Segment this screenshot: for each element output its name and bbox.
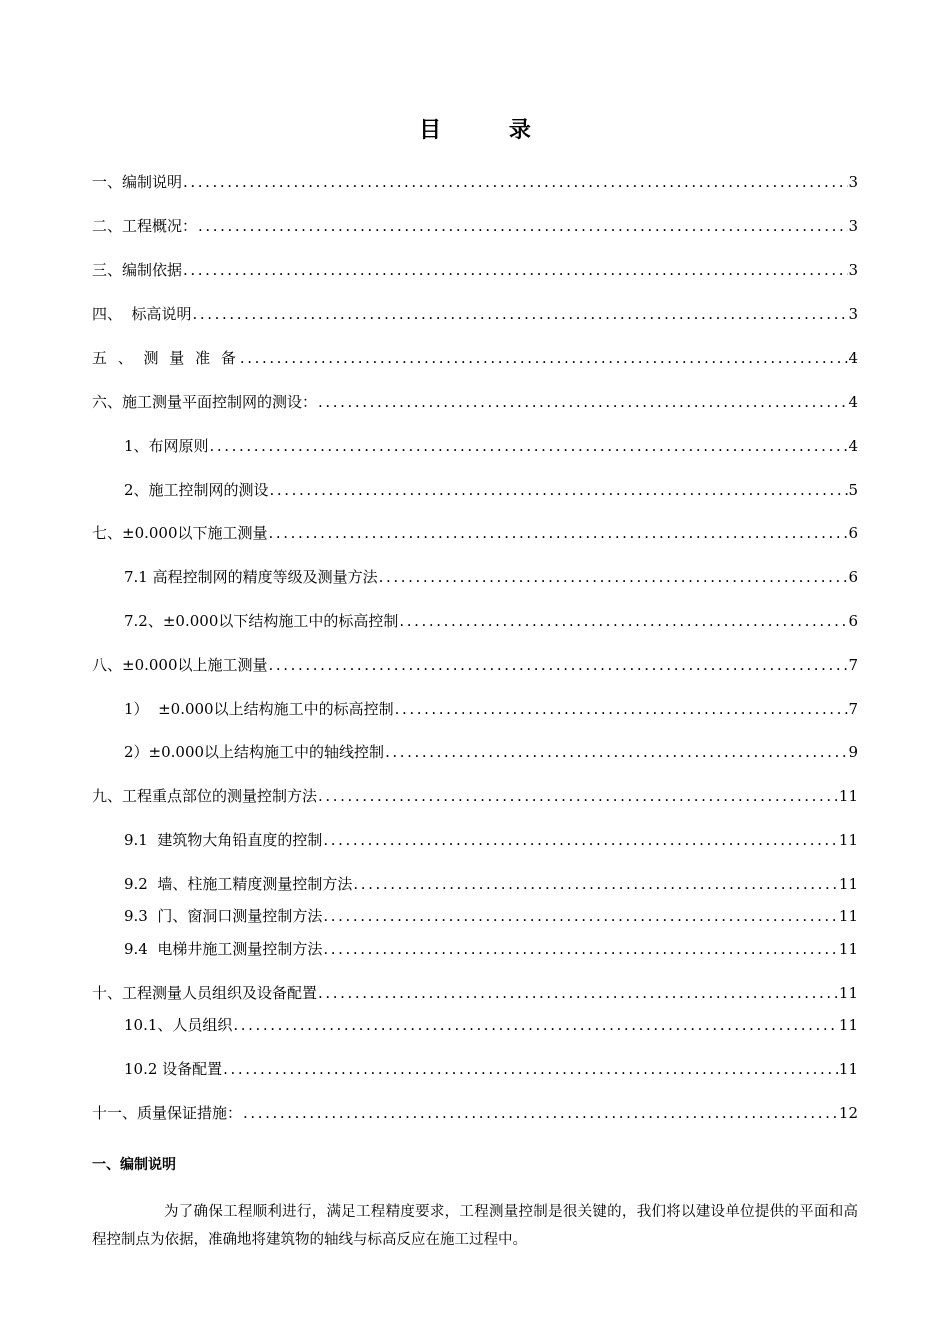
- toc-page-number: 7: [848, 656, 858, 674]
- toc-entry[interactable]: [124, 434, 858, 456]
- toc-leader-dots: [239, 348, 849, 368]
- toc-entry-text: 2）±0.000以上结构施工中的轴线控制: [124, 743, 385, 761]
- toc-leader-dots: [317, 983, 839, 1003]
- toc-entry[interactable]: [92, 981, 858, 1003]
- toc-entry-text: 10.2 设备配置: [124, 1060, 223, 1078]
- toc-entry[interactable]: [124, 937, 858, 959]
- toc-entry-text: 9.3 门、窗洞口测量控制方法: [124, 907, 323, 925]
- toc-entry-text: 10.1、人员组织: [124, 1016, 233, 1034]
- toc-entry-text: 四、 标高说明: [92, 305, 192, 323]
- toc-entry-text: 一、编制说明: [92, 173, 183, 191]
- toc-entry[interactable]: [92, 302, 858, 324]
- toc-leader-dots: [182, 172, 848, 192]
- toc-page-number: 6: [848, 524, 858, 542]
- toc-page-number: 12: [838, 1104, 858, 1122]
- toc-leader-dots: [384, 742, 848, 762]
- toc-leader-dots: [209, 436, 849, 456]
- toc-page-number: 3: [848, 173, 858, 191]
- toc-leader-dots: [398, 611, 848, 631]
- toc-entry-text: 二、工程概况：: [92, 217, 198, 235]
- toc-entry[interactable]: [92, 521, 858, 543]
- toc-entry[interactable]: [124, 697, 858, 719]
- toc-entry[interactable]: [92, 170, 858, 192]
- toc-page-number: 6: [848, 568, 858, 586]
- toc-entry-text: 十一、质量保证措施：: [92, 1104, 243, 1122]
- toc-entry-text: 九、工程重点部位的测量控制方法: [92, 787, 318, 805]
- toc-entry[interactable]: [92, 258, 858, 280]
- toc-leader-dots: [182, 260, 848, 280]
- toc-entry-text: 三、编制依据: [92, 261, 183, 279]
- toc-entry-text: 六、施工测量平面控制网的测设：: [92, 393, 318, 411]
- toc-page-number: 11: [838, 940, 858, 958]
- toc-entry[interactable]: [92, 784, 858, 806]
- toc-page-number: 11: [838, 984, 858, 1002]
- body-paragraph: 为了确保工程顺利进行，满足工程精度要求，工程测量控制是很关键的，我们将以建设单位提供的平面和高程控制点为依据，准确地将建筑物的轴线与标高反应在施工过程中。: [92, 1204, 858, 1248]
- toc-page-number: 3: [848, 261, 858, 279]
- toc-entry[interactable]: [124, 828, 858, 850]
- toc-entry-text: 五 、 测 量 准 备: [92, 349, 239, 367]
- section-heading: 一、编制说明: [92, 1157, 176, 1173]
- toc-leader-dots: [322, 830, 839, 850]
- toc-leader-dots: [222, 1059, 839, 1079]
- toc-leader-dots: [317, 786, 839, 806]
- toc-leader-dots: [192, 304, 849, 324]
- toc-page-number: 11: [838, 1060, 858, 1078]
- toc-page-number: 4: [848, 393, 858, 411]
- toc-leader-dots: [322, 939, 839, 959]
- toc-entry[interactable]: [124, 872, 858, 894]
- toc-entry-text: 7.1 高程控制网的精度等级及测量方法: [124, 568, 378, 586]
- toc-page-number: 11: [838, 907, 858, 925]
- toc-entry-text: 9.1 建筑物大角铅直度的控制: [124, 831, 323, 849]
- toc-page-number: 11: [838, 1016, 858, 1034]
- toc-entry[interactable]: [92, 1101, 858, 1123]
- toc-entry-text: 1、布网原则: [124, 437, 209, 455]
- toc-title: 目 录: [419, 117, 561, 143]
- toc-leader-dots: [242, 1103, 839, 1123]
- toc-page-number: 5: [848, 481, 858, 499]
- toc-entry[interactable]: [92, 390, 858, 412]
- toc-leader-dots: [197, 216, 848, 236]
- toc-entry-text: 十、工程测量人员组织及设备配置: [92, 984, 318, 1002]
- toc-page-number: 11: [838, 875, 858, 893]
- toc-leader-dots: [378, 567, 849, 587]
- toc-leader-dots: [268, 655, 849, 675]
- toc-entry-text: 七、±0.000以下施工测量: [92, 524, 268, 542]
- toc-page-number: 3: [848, 305, 858, 323]
- toc-entry[interactable]: [124, 565, 858, 587]
- toc-page-number: 6: [848, 612, 858, 630]
- toc-entry[interactable]: [124, 904, 858, 926]
- toc-entry[interactable]: [124, 478, 858, 500]
- toc-page-number: 4: [848, 349, 858, 367]
- toc-page-number: 11: [838, 787, 858, 805]
- toc-page-number: 7: [848, 700, 858, 718]
- toc-entry[interactable]: [124, 609, 858, 631]
- toc-page-number: 3: [848, 217, 858, 235]
- toc-entry[interactable]: [92, 346, 858, 368]
- toc-leader-dots: [317, 392, 848, 412]
- toc-leader-dots: [394, 699, 849, 719]
- toc-entry-text: 2、施工控制网的测设: [124, 481, 269, 499]
- toc-leader-dots: [352, 874, 839, 894]
- toc-entry-text: 八、±0.000以上施工测量: [92, 656, 268, 674]
- toc-entry[interactable]: [92, 653, 858, 675]
- toc-leader-dots: [322, 906, 839, 926]
- toc-entry-text: 9.2 墙、柱施工精度测量控制方法: [124, 875, 353, 893]
- toc-page-number: 4: [848, 437, 858, 455]
- toc-entry[interactable]: [92, 214, 858, 236]
- toc-leader-dots: [232, 1015, 839, 1035]
- toc-entry-text: 1） ±0.000以上结构施工中的标高控制: [124, 700, 394, 718]
- toc-entry[interactable]: [124, 1013, 858, 1035]
- toc-entry-text: 7.2、±0.000以下结构施工中的标高控制: [124, 612, 399, 630]
- toc-leader-dots: [269, 480, 849, 500]
- toc-entry[interactable]: [124, 740, 858, 762]
- toc-entry[interactable]: [124, 1057, 858, 1079]
- toc-page-number: 9: [848, 743, 858, 761]
- toc-page-number: 11: [838, 831, 858, 849]
- toc-leader-dots: [268, 523, 849, 543]
- toc-entry-text: 9.4 电梯井施工测量控制方法: [124, 940, 323, 958]
